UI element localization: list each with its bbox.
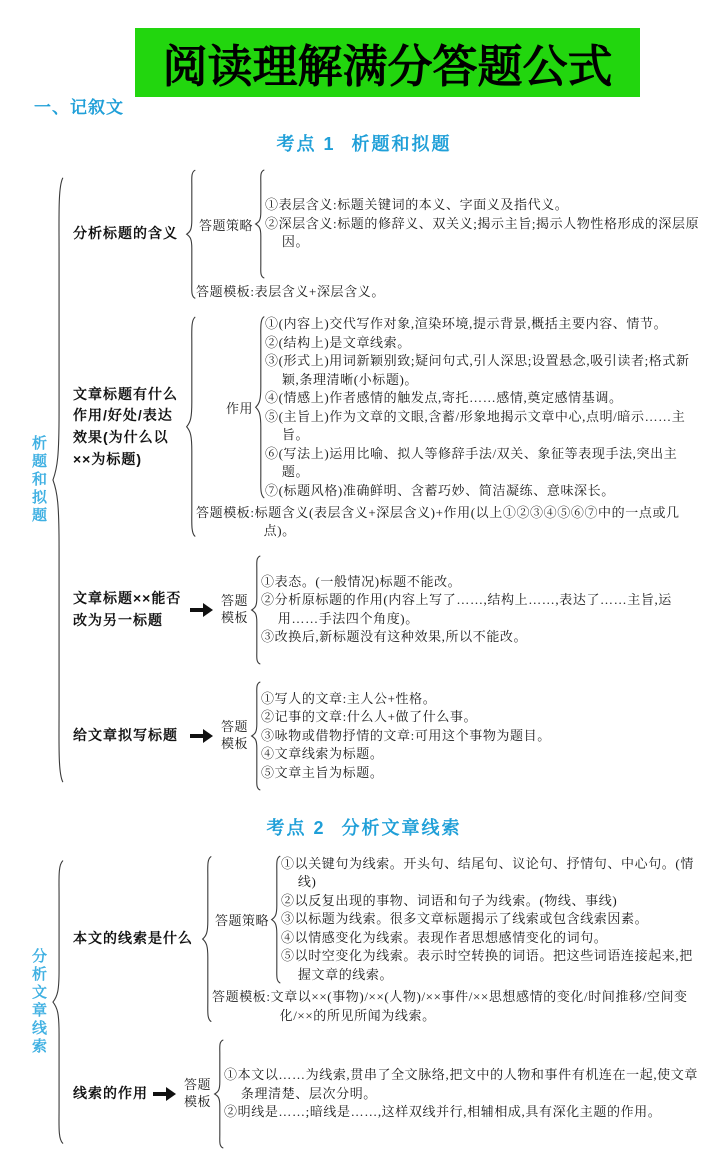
point: ①以关键句为线索。开头句、结尾句、议论句、抒情句、中心句。(情线) — [281, 855, 694, 890]
answer-template-label — [221, 719, 248, 753]
group-what-clue — [73, 853, 704, 1025]
group-write-title — [73, 679, 704, 793]
answer-label-line: 答题 — [184, 1077, 212, 1093]
point: ①表层含义:标题关键词的本义、字面义及指代义。 — [265, 197, 569, 213]
section-label: 一、记叙文 — [34, 98, 124, 117]
curly-brace — [250, 679, 261, 793]
curly-brace — [213, 1037, 224, 1151]
answer-points — [261, 688, 704, 784]
template-line: 答题模板:标题含义(表层含义+深层含义)+作用(以上①②③④⑤⑥⑦中的一点或几点)。 — [196, 504, 680, 539]
curly-brace — [51, 850, 64, 1154]
point: ④以情感变化为线索。表现作者思想感情变化的词句。 — [281, 929, 608, 945]
strategy-label: 答题策略 — [198, 217, 253, 233]
role-row — [196, 313, 704, 502]
kaodian2-number: 考点 2 — [266, 817, 326, 838]
strategy-points — [281, 853, 704, 986]
point: ②(结构上)是文章线索。 — [265, 334, 411, 350]
role-points — [265, 313, 704, 502]
answer-label-line: 答题 — [221, 719, 249, 734]
mindmap-kaodian1 — [28, 164, 704, 796]
mindmap-kaodian2 — [28, 850, 704, 1154]
point: ③咏物或借物抒情的文章:可用这个事物为题目。 — [261, 727, 551, 743]
book-page — [0, 28, 728, 1120]
curly-brace — [250, 553, 261, 667]
point: ②分析原标题的作用(内容上写了……,结构上……,表达了……主旨,运用……手法四个角度)。 — [261, 592, 672, 626]
page-title: 阅读理解满分答题公式 — [162, 41, 613, 92]
point: ⑦(标题风格)准确鲜明、含蓄巧妙、简洁凝练、意味深长。 — [265, 482, 615, 498]
side-label-kaodian2: 分析文章线索 — [30, 947, 47, 1056]
strategy-row — [196, 167, 704, 281]
kaodian1-number: 考点 1 — [276, 134, 336, 154]
point: ①(内容上)交代写作对象,渲染环境,提示背景,概括主要内容、情节。 — [265, 316, 668, 332]
point: ②记事的文章:什么人+做了什么事。 — [261, 709, 478, 725]
kaodian1-heading — [0, 130, 728, 156]
template-line: 答题模板:文章以××(事物)/××(人物)/××事件/××思想感情的变化/时间推移/空间变化/××的所见所闻为线索。 — [212, 989, 688, 1023]
title-banner — [135, 28, 640, 97]
point: ⑤(主旨上)作为文章的文眼,含蓄/形象地揭示文章中心,点明/暗示……主旨。 — [265, 408, 686, 443]
curly-brace — [254, 313, 265, 502]
group-title-function — [73, 313, 704, 540]
curly-brace — [185, 167, 196, 301]
arrow-icon — [190, 603, 214, 617]
curly-brace — [185, 313, 196, 540]
question-label: 文章标题有什么作用/好处/表达效果(为什么以××为标题) — [73, 385, 178, 467]
answer-points — [261, 571, 704, 649]
group-title-meaning — [73, 167, 704, 301]
kaodian1-title: 析题和拟题 — [351, 134, 452, 154]
question-label: 给文章拟写标题 — [73, 727, 178, 744]
point: ②明线是……;暗线是……,这样双线并行,相辅相成,具有深化主题的作用。 — [224, 1104, 662, 1120]
point: ①写人的文章:主人公+性格。 — [261, 690, 437, 706]
answer-points — [224, 1064, 704, 1123]
curly-brace — [51, 164, 64, 796]
answer-label-line: 模板 — [184, 1093, 212, 1109]
point: ③改换后,新标题没有这种效果,所以不能改。 — [261, 629, 528, 645]
curly-brace — [254, 167, 265, 281]
point: ⑥(写法上)运用比喻、拟人等修辞手法/双关、象征等表现手法,突出主题。 — [265, 445, 678, 480]
group-content — [196, 313, 704, 540]
point: ①本文以……为线索,贯串了全文脉络,把文中的人物和事件有机连在一起,使文章条理清楚、层次分明。 — [224, 1067, 698, 1101]
template-line: 答题模板:表层含义+深层含义。 — [196, 284, 385, 299]
answer-label-line: 模板 — [221, 735, 249, 751]
arrow-icon — [153, 1087, 177, 1101]
point: ④文章线索为标题。 — [261, 746, 384, 762]
point: ①表态。(一般情况)标题不能改。 — [261, 573, 462, 589]
point: ④(情感上)作者感情的触发点,寄托……感情,奠定感情基调。 — [265, 390, 623, 406]
group-clue-function — [73, 1037, 704, 1151]
kaodian2-groups — [69, 850, 704, 1154]
arrow-icon — [190, 729, 214, 743]
answer-label-line: 答题 — [221, 593, 249, 608]
point: ③(形式上)用词新颖别致;疑问句式,引人深思;设置悬念,吸引读者;格式新颖,条理清晰(小标题)。 — [265, 353, 690, 387]
question-label: 本文的线索是什么 — [73, 930, 193, 947]
group-content — [196, 167, 704, 301]
point: ②深层含义:标题的修辞义、双关义;揭示主旨;揭示人物性格形成的深层原因。 — [265, 215, 700, 250]
strategy-row — [212, 853, 704, 986]
side-label-kaodian1: 析题和拟题 — [30, 434, 47, 525]
kaodian2-heading — [0, 814, 728, 840]
answer-label-line: 模板 — [221, 609, 249, 625]
point: ⑤以时空变化为线索。表示时空转换的词语。把这些词语连接起来,把握文章的线索。 — [281, 948, 693, 982]
answer-template-label — [221, 593, 248, 627]
group-content — [212, 853, 704, 1025]
question-label: 线索的作用 — [73, 1085, 148, 1102]
question-label: 文章标题××能否改为另一标题 — [73, 590, 182, 628]
point: ⑤文章主旨为标题。 — [261, 764, 384, 780]
question-label: 分析标题的含义 — [73, 225, 178, 242]
answer-template-label — [184, 1077, 211, 1111]
kaodian1-groups — [69, 164, 704, 796]
curly-brace — [270, 853, 281, 986]
strategy-label: 答题策略 — [214, 912, 269, 928]
role-label: 作用 — [225, 401, 253, 417]
curly-brace — [201, 853, 212, 1025]
point: ②以反复出现的事物、词语和句子为线索。(物线、事线) — [281, 892, 618, 908]
point: ③以标题为线索。很多文章标题揭示了线索或包含线索因素。 — [281, 911, 649, 927]
group-title-change — [73, 553, 704, 667]
kaodian2-title: 分析文章线索 — [341, 817, 462, 838]
strategy-points — [265, 194, 704, 253]
